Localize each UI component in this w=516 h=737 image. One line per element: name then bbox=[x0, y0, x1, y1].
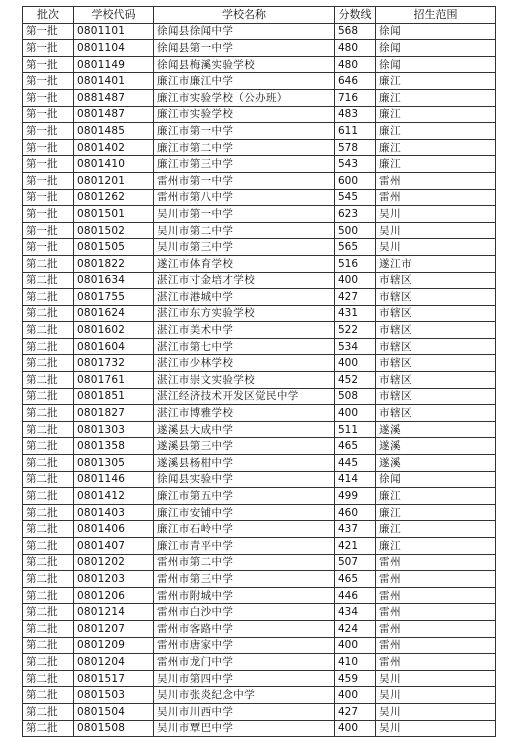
table-row bbox=[23, 355, 496, 372]
enrollment-range-cell: 遂溪 bbox=[376, 421, 496, 438]
batch-cell: 第二批 bbox=[23, 322, 74, 339]
score-line-cell: 483 bbox=[335, 106, 376, 123]
school-name-cell: 雷州市第八中学 bbox=[154, 189, 335, 206]
school-name-cell: 湛江市东方实验学校 bbox=[154, 305, 335, 322]
school-name-cell: 徐闻县第一中学 bbox=[154, 40, 335, 57]
score-line-cell: 460 bbox=[335, 504, 376, 521]
score-line-cell: 623 bbox=[335, 206, 376, 223]
batch-cell: 第一批 bbox=[23, 123, 74, 140]
batch-cell: 第一批 bbox=[23, 222, 74, 239]
table-row bbox=[23, 23, 496, 40]
enrollment-range-cell: 市辖区 bbox=[376, 272, 496, 289]
table-row bbox=[23, 56, 496, 73]
school-code-cell: 0801755 bbox=[74, 289, 154, 306]
batch-cell: 第二批 bbox=[23, 372, 74, 389]
batch-cell: 第一批 bbox=[23, 189, 74, 206]
school-code-cell: 0801214 bbox=[74, 604, 154, 621]
admission-score-sheet bbox=[22, 6, 496, 737]
header-row bbox=[23, 7, 496, 24]
school-code-cell: 0801203 bbox=[74, 571, 154, 588]
table-header bbox=[23, 7, 496, 24]
score-line-cell: 400 bbox=[335, 405, 376, 422]
table-row bbox=[23, 504, 496, 521]
score-line-cell: 400 bbox=[335, 720, 376, 737]
school-code-cell: 0801732 bbox=[74, 355, 154, 372]
batch-cell: 第二批 bbox=[23, 338, 74, 355]
enrollment-range-cell: 市辖区 bbox=[376, 405, 496, 422]
school-name-cell: 吴川市张炎纪念中学 bbox=[154, 687, 335, 704]
enrollment-range-cell: 雷州 bbox=[376, 571, 496, 588]
enrollment-range-cell: 雷州 bbox=[376, 189, 496, 206]
table-row bbox=[23, 620, 496, 637]
school-name-cell: 湛江市寸金培才学校 bbox=[154, 272, 335, 289]
score-line-cell: 465 bbox=[335, 571, 376, 588]
school-code-cell: 0801201 bbox=[74, 172, 154, 189]
batch-cell: 第一批 bbox=[23, 23, 74, 40]
batch-cell: 第一批 bbox=[23, 106, 74, 123]
score-line-cell: 507 bbox=[335, 554, 376, 571]
enrollment-range-cell: 徐闻 bbox=[376, 56, 496, 73]
school-code-cell: 0801508 bbox=[74, 720, 154, 737]
table-row bbox=[23, 637, 496, 654]
table-row bbox=[23, 305, 496, 322]
table-row bbox=[23, 421, 496, 438]
table-row bbox=[23, 471, 496, 488]
school-code-cell: 0801412 bbox=[74, 488, 154, 505]
school-name-cell: 湛江市少林学校 bbox=[154, 355, 335, 372]
score-line-cell: 459 bbox=[335, 670, 376, 687]
school-name-cell: 吴川市川西中学 bbox=[154, 703, 335, 720]
school-name-cell: 遂江市体育学校 bbox=[154, 255, 335, 272]
table-row bbox=[23, 172, 496, 189]
school-code-cell: 0801485 bbox=[74, 123, 154, 140]
school-code-cell: 0801487 bbox=[74, 106, 154, 123]
table-row bbox=[23, 720, 496, 737]
enrollment-range-cell: 吴川 bbox=[376, 670, 496, 687]
school-name-cell: 吴川市覃巴中学 bbox=[154, 720, 335, 737]
enrollment-range-cell: 雷州 bbox=[376, 637, 496, 654]
enrollment-range-cell: 廉江 bbox=[376, 123, 496, 140]
table-row bbox=[23, 189, 496, 206]
school-name-cell: 吴川市第二中学 bbox=[154, 222, 335, 239]
enrollment-range-cell: 雷州 bbox=[376, 620, 496, 637]
school-code-cell: 0801634 bbox=[74, 272, 154, 289]
score-line-cell: 565 bbox=[335, 239, 376, 256]
school-name-cell: 徐闻县实验中学 bbox=[154, 471, 335, 488]
score-line-cell: 511 bbox=[335, 421, 376, 438]
score-line-cell: 452 bbox=[335, 372, 376, 389]
enrollment-range-cell: 吴川 bbox=[376, 687, 496, 704]
enrollment-range-cell: 廉江 bbox=[376, 89, 496, 106]
enrollment-range-cell: 市辖区 bbox=[376, 322, 496, 339]
score-line-cell: 508 bbox=[335, 388, 376, 405]
school-name-cell: 廉江市第三中学 bbox=[154, 156, 335, 173]
batch-cell: 第二批 bbox=[23, 355, 74, 372]
table-row bbox=[23, 571, 496, 588]
table-row bbox=[23, 322, 496, 339]
school-name-cell: 雷州市第一中学 bbox=[154, 172, 335, 189]
school-code-cell: 0801407 bbox=[74, 538, 154, 555]
enrollment-range-cell: 吴川 bbox=[376, 703, 496, 720]
school-name-cell: 湛江市港城中学 bbox=[154, 289, 335, 306]
school-name-cell: 湛江市美术中学 bbox=[154, 322, 335, 339]
score-line-cell: 400 bbox=[335, 272, 376, 289]
school-code-cell: 0801303 bbox=[74, 421, 154, 438]
score-line-cell: 499 bbox=[335, 488, 376, 505]
score-line-cell: 534 bbox=[335, 338, 376, 355]
score-line-cell: 400 bbox=[335, 637, 376, 654]
batch-cell: 第一批 bbox=[23, 73, 74, 90]
batch-cell: 第二批 bbox=[23, 637, 74, 654]
batch-cell: 第二批 bbox=[23, 388, 74, 405]
enrollment-range-cell: 遂溪 bbox=[376, 455, 496, 472]
batch-cell: 第一批 bbox=[23, 89, 74, 106]
enrollment-range-cell: 廉江 bbox=[376, 156, 496, 173]
school-code-cell: 0801305 bbox=[74, 455, 154, 472]
school-name-cell: 廉江市石岭中学 bbox=[154, 521, 335, 538]
enrollment-range-cell: 市辖区 bbox=[376, 305, 496, 322]
school-name-cell: 吴川市第一中学 bbox=[154, 206, 335, 223]
enrollment-range-cell: 市辖区 bbox=[376, 372, 496, 389]
batch-cell: 第二批 bbox=[23, 405, 74, 422]
score-line-cell: 522 bbox=[335, 322, 376, 339]
enrollment-range-cell: 雷州 bbox=[376, 604, 496, 621]
enrollment-range-cell: 遂江市 bbox=[376, 255, 496, 272]
batch-cell: 第二批 bbox=[23, 670, 74, 687]
batch-cell: 第二批 bbox=[23, 703, 74, 720]
score-line-cell: 480 bbox=[335, 56, 376, 73]
table-row bbox=[23, 405, 496, 422]
batch-cell: 第二批 bbox=[23, 620, 74, 637]
header-score-line: 分数线 bbox=[335, 7, 376, 24]
score-line-cell: 427 bbox=[335, 703, 376, 720]
score-line-cell: 545 bbox=[335, 189, 376, 206]
school-code-cell: 0801410 bbox=[74, 156, 154, 173]
score-line-cell: 716 bbox=[335, 89, 376, 106]
enrollment-range-cell: 廉江 bbox=[376, 488, 496, 505]
table-row bbox=[23, 670, 496, 687]
score-line-cell: 516 bbox=[335, 255, 376, 272]
school-code-cell: 0801149 bbox=[74, 56, 154, 73]
school-code-cell: 0801761 bbox=[74, 372, 154, 389]
score-line-cell: 434 bbox=[335, 604, 376, 621]
school-code-cell: 0801262 bbox=[74, 189, 154, 206]
score-line-cell: 446 bbox=[335, 587, 376, 604]
school-code-cell: 0801822 bbox=[74, 255, 154, 272]
header-batch: 批次 bbox=[23, 7, 74, 24]
school-code-cell: 0801403 bbox=[74, 504, 154, 521]
score-line-cell: 400 bbox=[335, 687, 376, 704]
score-line-cell: 414 bbox=[335, 471, 376, 488]
school-name-cell: 遂溪县大成中学 bbox=[154, 421, 335, 438]
enrollment-range-cell: 吴川 bbox=[376, 239, 496, 256]
header-enrollment-range: 招生范围 bbox=[376, 7, 496, 24]
score-line-cell: 568 bbox=[335, 23, 376, 40]
batch-cell: 第一批 bbox=[23, 40, 74, 57]
batch-cell: 第二批 bbox=[23, 421, 74, 438]
score-line-cell: 431 bbox=[335, 305, 376, 322]
score-line-cell: 465 bbox=[335, 438, 376, 455]
table-row bbox=[23, 73, 496, 90]
batch-cell: 第二批 bbox=[23, 488, 74, 505]
score-line-cell: 611 bbox=[335, 123, 376, 140]
enrollment-range-cell: 廉江 bbox=[376, 106, 496, 123]
school-code-cell: 0801604 bbox=[74, 338, 154, 355]
school-name-cell: 雷州市白沙中学 bbox=[154, 604, 335, 621]
admission-score-table bbox=[22, 6, 496, 737]
school-code-cell: 0801602 bbox=[74, 322, 154, 339]
score-line-cell: 480 bbox=[335, 40, 376, 57]
table-row bbox=[23, 206, 496, 223]
batch-cell: 第一批 bbox=[23, 239, 74, 256]
score-line-cell: 421 bbox=[335, 538, 376, 555]
header-school-code: 学校代码 bbox=[74, 7, 154, 24]
batch-cell: 第二批 bbox=[23, 720, 74, 737]
batch-cell: 第一批 bbox=[23, 56, 74, 73]
school-code-cell: 0801401 bbox=[74, 73, 154, 90]
table-row bbox=[23, 289, 496, 306]
enrollment-range-cell: 市辖区 bbox=[376, 289, 496, 306]
score-line-cell: 437 bbox=[335, 521, 376, 538]
school-code-cell: 0801827 bbox=[74, 405, 154, 422]
school-name-cell: 湛江市第七中学 bbox=[154, 338, 335, 355]
enrollment-range-cell: 廉江 bbox=[376, 73, 496, 90]
enrollment-range-cell: 徐闻 bbox=[376, 471, 496, 488]
table-row bbox=[23, 89, 496, 106]
batch-cell: 第二批 bbox=[23, 538, 74, 555]
enrollment-range-cell: 雷州 bbox=[376, 654, 496, 671]
school-name-cell: 廉江市实验学校（公办班） bbox=[154, 89, 335, 106]
enrollment-range-cell: 市辖区 bbox=[376, 388, 496, 405]
table-row bbox=[23, 554, 496, 571]
batch-cell: 第二批 bbox=[23, 554, 74, 571]
table-body bbox=[23, 23, 496, 737]
school-code-cell: 0801104 bbox=[74, 40, 154, 57]
school-code-cell: 0801146 bbox=[74, 471, 154, 488]
table-row bbox=[23, 488, 496, 505]
table-row bbox=[23, 222, 496, 239]
enrollment-range-cell: 雷州 bbox=[376, 172, 496, 189]
table-row bbox=[23, 40, 496, 57]
enrollment-range-cell: 廉江 bbox=[376, 504, 496, 521]
school-code-cell: 0801502 bbox=[74, 222, 154, 239]
table-row bbox=[23, 455, 496, 472]
school-name-cell: 雷州市唐家中学 bbox=[154, 637, 335, 654]
enrollment-range-cell: 市辖区 bbox=[376, 355, 496, 372]
enrollment-range-cell: 廉江 bbox=[376, 538, 496, 555]
enrollment-range-cell: 徐闻 bbox=[376, 23, 496, 40]
school-code-cell: 0801402 bbox=[74, 139, 154, 156]
table-row bbox=[23, 156, 496, 173]
school-code-cell: 0801358 bbox=[74, 438, 154, 455]
school-name-cell: 吴川市第四中学 bbox=[154, 670, 335, 687]
table-row bbox=[23, 587, 496, 604]
school-name-cell: 徐闻县徐闻中学 bbox=[154, 23, 335, 40]
batch-cell: 第二批 bbox=[23, 604, 74, 621]
score-line-cell: 410 bbox=[335, 654, 376, 671]
batch-cell: 第二批 bbox=[23, 455, 74, 472]
school-name-cell: 廉江市青平中学 bbox=[154, 538, 335, 555]
score-line-cell: 578 bbox=[335, 139, 376, 156]
school-name-cell: 廉江市第二中学 bbox=[154, 139, 335, 156]
school-code-cell: 0801101 bbox=[74, 23, 154, 40]
score-line-cell: 600 bbox=[335, 172, 376, 189]
school-code-cell: 0801209 bbox=[74, 637, 154, 654]
enrollment-range-cell: 市辖区 bbox=[376, 338, 496, 355]
school-code-cell: 0801503 bbox=[74, 687, 154, 704]
enrollment-range-cell: 雷州 bbox=[376, 587, 496, 604]
table-row bbox=[23, 703, 496, 720]
table-row bbox=[23, 604, 496, 621]
score-line-cell: 543 bbox=[335, 156, 376, 173]
enrollment-range-cell: 吴川 bbox=[376, 206, 496, 223]
school-name-cell: 雷州市第二中学 bbox=[154, 554, 335, 571]
batch-cell: 第二批 bbox=[23, 521, 74, 538]
header-school-name: 学校名称 bbox=[154, 7, 335, 24]
school-name-cell: 徐闻县梅溪实验学校 bbox=[154, 56, 335, 73]
enrollment-range-cell: 雷州 bbox=[376, 554, 496, 571]
school-code-cell: 0801202 bbox=[74, 554, 154, 571]
batch-cell: 第二批 bbox=[23, 587, 74, 604]
school-name-cell: 湛江市崇文实验学校 bbox=[154, 372, 335, 389]
batch-cell: 第一批 bbox=[23, 206, 74, 223]
school-name-cell: 雷州市龙门中学 bbox=[154, 654, 335, 671]
score-line-cell: 427 bbox=[335, 289, 376, 306]
score-line-cell: 400 bbox=[335, 355, 376, 372]
score-line-cell: 646 bbox=[335, 73, 376, 90]
school-name-cell: 雷州市附城中学 bbox=[154, 587, 335, 604]
school-code-cell: 0801204 bbox=[74, 654, 154, 671]
school-name-cell: 湛江市博雅学校 bbox=[154, 405, 335, 422]
batch-cell: 第二批 bbox=[23, 255, 74, 272]
school-code-cell: 0801504 bbox=[74, 703, 154, 720]
enrollment-range-cell: 廉江 bbox=[376, 139, 496, 156]
table-row bbox=[23, 687, 496, 704]
school-code-cell: 0801501 bbox=[74, 206, 154, 223]
table-row bbox=[23, 372, 496, 389]
batch-cell: 第二批 bbox=[23, 471, 74, 488]
school-name-cell: 吴川市第三中学 bbox=[154, 239, 335, 256]
enrollment-range-cell: 徐闻 bbox=[376, 40, 496, 57]
school-name-cell: 湛江经济技术开发区觉民中学 bbox=[154, 388, 335, 405]
school-name-cell: 廉江市安铺中学 bbox=[154, 504, 335, 521]
school-code-cell: 0801206 bbox=[74, 587, 154, 604]
school-code-cell: 0801505 bbox=[74, 239, 154, 256]
school-code-cell: 0881487 bbox=[74, 89, 154, 106]
table-row bbox=[23, 123, 496, 140]
batch-cell: 第二批 bbox=[23, 571, 74, 588]
table-row bbox=[23, 338, 496, 355]
table-row bbox=[23, 106, 496, 123]
table-row bbox=[23, 538, 496, 555]
school-code-cell: 0801517 bbox=[74, 670, 154, 687]
school-name-cell: 廉江市实验学校 bbox=[154, 106, 335, 123]
school-name-cell: 雷州市客路中学 bbox=[154, 620, 335, 637]
batch-cell: 第二批 bbox=[23, 305, 74, 322]
enrollment-range-cell: 遂溪 bbox=[376, 438, 496, 455]
school-name-cell: 廉江市第五中学 bbox=[154, 488, 335, 505]
school-name-cell: 遂溪县第三中学 bbox=[154, 438, 335, 455]
enrollment-range-cell: 吴川 bbox=[376, 222, 496, 239]
batch-cell: 第二批 bbox=[23, 687, 74, 704]
batch-cell: 第一批 bbox=[23, 172, 74, 189]
table-row bbox=[23, 239, 496, 256]
batch-cell: 第一批 bbox=[23, 139, 74, 156]
batch-cell: 第二批 bbox=[23, 272, 74, 289]
school-name-cell: 廉江市第一中学 bbox=[154, 123, 335, 140]
batch-cell: 第二批 bbox=[23, 654, 74, 671]
school-code-cell: 0801624 bbox=[74, 305, 154, 322]
batch-cell: 第二批 bbox=[23, 289, 74, 306]
enrollment-range-cell: 廉江 bbox=[376, 521, 496, 538]
score-line-cell: 445 bbox=[335, 455, 376, 472]
school-code-cell: 0801406 bbox=[74, 521, 154, 538]
table-row bbox=[23, 255, 496, 272]
school-code-cell: 0801207 bbox=[74, 620, 154, 637]
table-row bbox=[23, 139, 496, 156]
score-line-cell: 424 bbox=[335, 620, 376, 637]
table-row bbox=[23, 388, 496, 405]
batch-cell: 第二批 bbox=[23, 438, 74, 455]
enrollment-range-cell: 吴川 bbox=[376, 720, 496, 737]
table-row bbox=[23, 438, 496, 455]
table-row bbox=[23, 521, 496, 538]
school-name-cell: 雷州市第三中学 bbox=[154, 571, 335, 588]
school-name-cell: 遂溪县杨柑中学 bbox=[154, 455, 335, 472]
table-row bbox=[23, 654, 496, 671]
table-row bbox=[23, 272, 496, 289]
school-name-cell: 廉江市廉江中学 bbox=[154, 73, 335, 90]
score-line-cell: 500 bbox=[335, 222, 376, 239]
school-code-cell: 0801851 bbox=[74, 388, 154, 405]
batch-cell: 第一批 bbox=[23, 156, 74, 173]
batch-cell: 第二批 bbox=[23, 504, 74, 521]
